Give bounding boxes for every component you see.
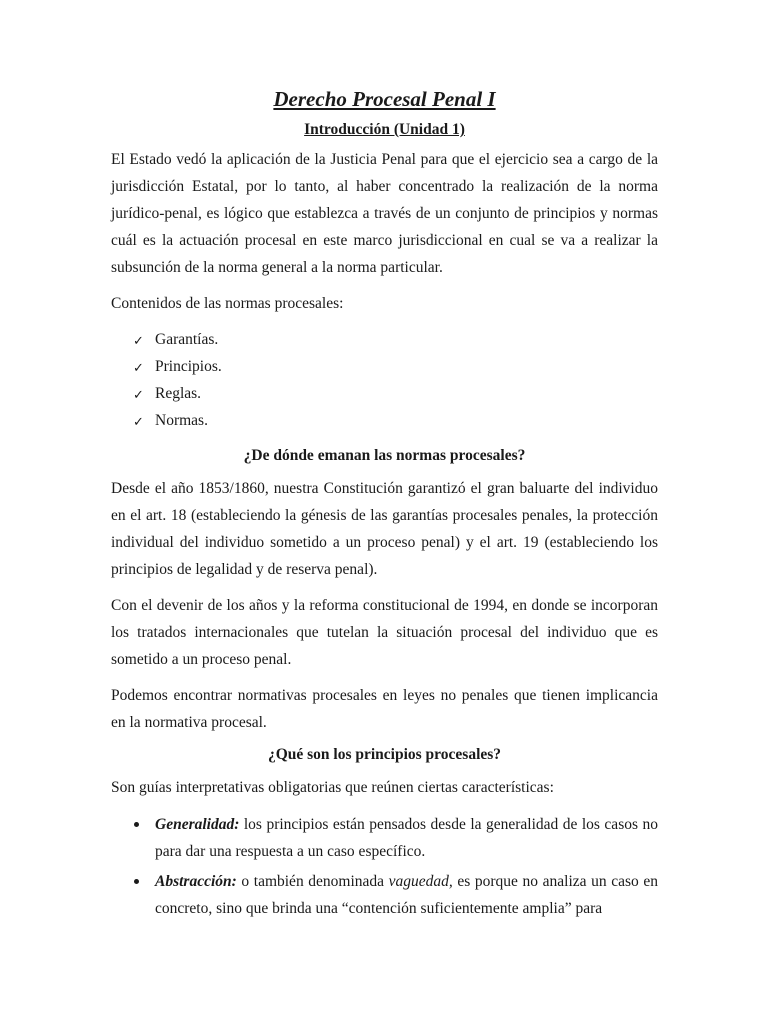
checkmark-icon: ✓ [133, 387, 144, 402]
checkmark-icon: ✓ [133, 414, 144, 429]
list-item [111, 811, 658, 865]
paragraph: Con el devenir de los años y la reforma constitucional de 1994, en donde se incorporan los tratados internacionales que tutelan la situación procesal del individuo que es sometido a un proceso penal. [111, 597, 658, 668]
term-description: es porque no analiza un caso en concreto, sino que brinda una “contención suficientemente amplia” para [155, 873, 658, 917]
term-emphasis: vaguedad, [388, 873, 453, 890]
list-item [111, 326, 658, 353]
paragraph: Podemos encontrar normativas procesales en leyes no penales que tienen implicancia en la normativa procesal. [111, 687, 658, 731]
term-description: o también denominada [236, 873, 389, 890]
section-heading: ¿De dónde emanan las normas procesales? [243, 447, 526, 464]
list-item [111, 868, 658, 922]
characteristics-list [111, 811, 658, 922]
contents-label: Contenidos de las normas procesales: [111, 295, 344, 312]
intro-paragraph: El Estado vedó la aplicación de la Justicia Penal para que el ejercicio sea a cargo de la jurisdicción Estatal, por lo tanto, al haber concentrado la realización de la norma jurídico-penal, es lógico que establezca a través de un conjunto de principios y normas cuál es la actuación procesal en este marco jurisdiccional en cual se va a realizar la subsunción de la norma general a la norma particular. [111, 151, 658, 276]
section-heading: ¿Qué son los principios procesales? [267, 746, 502, 763]
list-item-label: Principios. [155, 358, 222, 375]
term-description: los principios están pensados desde la generalidad de los casos no para dar una respuesta a un caso específico. [155, 816, 658, 860]
paragraph: Son guías interpretativas obligatorias que reúnen ciertas características: [111, 779, 554, 796]
document-title: Derecho Procesal Penal I [273, 87, 496, 111]
section-subtitle: Introducción (Unidad 1) [304, 121, 465, 138]
list-item [111, 353, 658, 380]
checkmark-icon: ✓ [133, 360, 144, 375]
checkmark-icon: ✓ [133, 333, 144, 348]
document-content [111, 86, 658, 925]
paragraph: Desde el año 1853/1860, nuestra Constitución garantizó el gran baluarte del individuo en el art. 18 (estableciendo la génesis de las garantías procesales penales, la protección individual del individuo sometido a un proceso penal) y el art. 19 (estableciendo los principios de legalidad y de reserva penal). [111, 480, 658, 578]
contents-list [111, 326, 658, 434]
bullet-icon [134, 879, 139, 884]
list-item [111, 380, 658, 407]
list-item-label: Normas. [155, 412, 208, 429]
list-item [111, 407, 658, 434]
term-label: Generalidad: [155, 816, 240, 833]
list-item-label: Reglas. [155, 385, 202, 402]
bullet-icon [134, 822, 139, 827]
term-label: Abstracción: [155, 873, 237, 890]
list-item-label: Garantías. [155, 331, 219, 348]
